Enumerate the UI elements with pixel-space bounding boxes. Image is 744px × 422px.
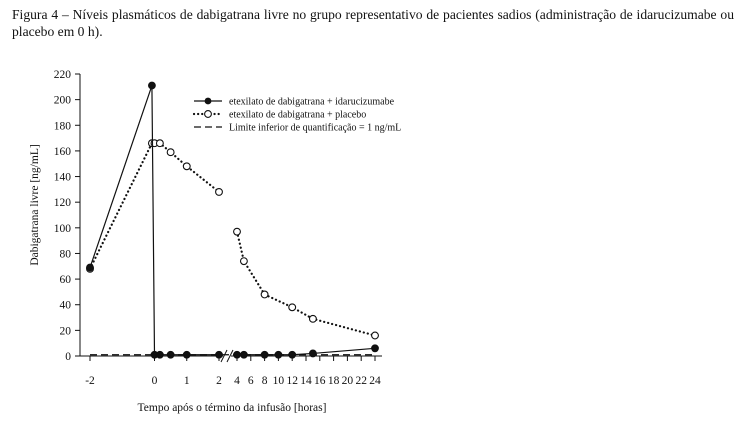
idarucizumab-point: [234, 351, 241, 358]
placebo-series: [87, 140, 379, 339]
idarucizumab-point: [156, 351, 163, 358]
x-tick-label: 12: [286, 375, 298, 387]
y-tick-label: 100: [53, 222, 71, 235]
placebo-point: [167, 149, 174, 156]
y-tick-label: 180: [53, 120, 71, 133]
y-tick-label: 40: [59, 299, 71, 312]
placebo-point: [183, 163, 190, 170]
y-tick-label: 120: [53, 197, 71, 210]
placebo-point: [216, 189, 223, 196]
placebo-point: [289, 304, 296, 311]
y-tick-label: 60: [59, 274, 71, 287]
y-tick-label: 80: [59, 248, 71, 261]
idarucizumab-point: [183, 351, 190, 358]
idarucizumab-point: [275, 351, 282, 358]
x-tick-label: 6: [247, 375, 254, 387]
placebo-point: [310, 315, 317, 322]
x-tick-label: 22: [355, 375, 367, 387]
idarucizumab-point: [310, 350, 317, 357]
x-tick-label: 8: [261, 375, 268, 387]
axes: [29, 69, 382, 414]
idarucizumab-point: [289, 351, 296, 358]
figure-caption: Figura 4 – Níveis plasmáticos de dabigatrana livre no grupo representativo de pacientes sadios (administração de idarucizumabe ou placebo em 0 h).: [12, 7, 734, 39]
y-tick-label: 160: [53, 145, 71, 158]
idarucizumab-line: [237, 348, 375, 354]
idarucizumab-point: [261, 351, 268, 358]
idarucizumab-point: [216, 351, 223, 358]
x-tick-label: 24: [369, 375, 381, 387]
x-tick-label: 20: [341, 375, 354, 387]
placebo-point: [241, 258, 248, 265]
legend-label: etexilato de dabigatrana + idarucizumabe: [229, 96, 395, 108]
y-tick-label: 220: [53, 69, 71, 81]
x-tick-label: 2: [216, 375, 222, 387]
placebo-point: [234, 228, 241, 235]
x-tick-label: 0: [151, 375, 158, 387]
legend-marker-idarucizumab: [205, 98, 212, 105]
x-axis-title: Tempo após o término da infusão [horas]: [137, 402, 327, 414]
idarucizumab-point: [87, 264, 94, 271]
idarucizumab-point: [149, 82, 156, 89]
placebo-line: [237, 232, 375, 336]
x-tick-label: -2: [85, 375, 95, 387]
idarucizumab-point: [241, 351, 248, 358]
placebo-point: [372, 332, 379, 339]
x-tick-label: 10: [272, 375, 285, 387]
x-tick-label: 1: [183, 375, 190, 387]
idarucizumab-point: [167, 351, 174, 358]
y-axis-title: Dabigatrana livre [ng/mL]: [29, 144, 41, 266]
idarucizumab-point: [372, 345, 379, 352]
y-tick-label: 20: [59, 325, 71, 338]
legend: [194, 97, 401, 134]
y-tick-label: 140: [53, 171, 71, 184]
legend-marker-placebo: [205, 111, 212, 118]
legend-label: etexilato de dabigatrana + placebo: [229, 109, 367, 121]
x-tick-label: 18: [327, 375, 340, 387]
placebo-line: [90, 143, 219, 269]
y-tick-label: 0: [65, 351, 71, 363]
legend-label: Limite inferior de quantificação = 1 ng/mL: [229, 122, 402, 134]
x-tick-label: 4: [234, 375, 240, 387]
placebo-point: [156, 140, 163, 147]
y-tick-label: 200: [53, 94, 71, 107]
idarucizumab-line: [90, 86, 219, 355]
x-tick-label: 16: [314, 375, 326, 387]
placebo-point: [261, 291, 268, 298]
x-tick-label: 14: [300, 375, 312, 387]
